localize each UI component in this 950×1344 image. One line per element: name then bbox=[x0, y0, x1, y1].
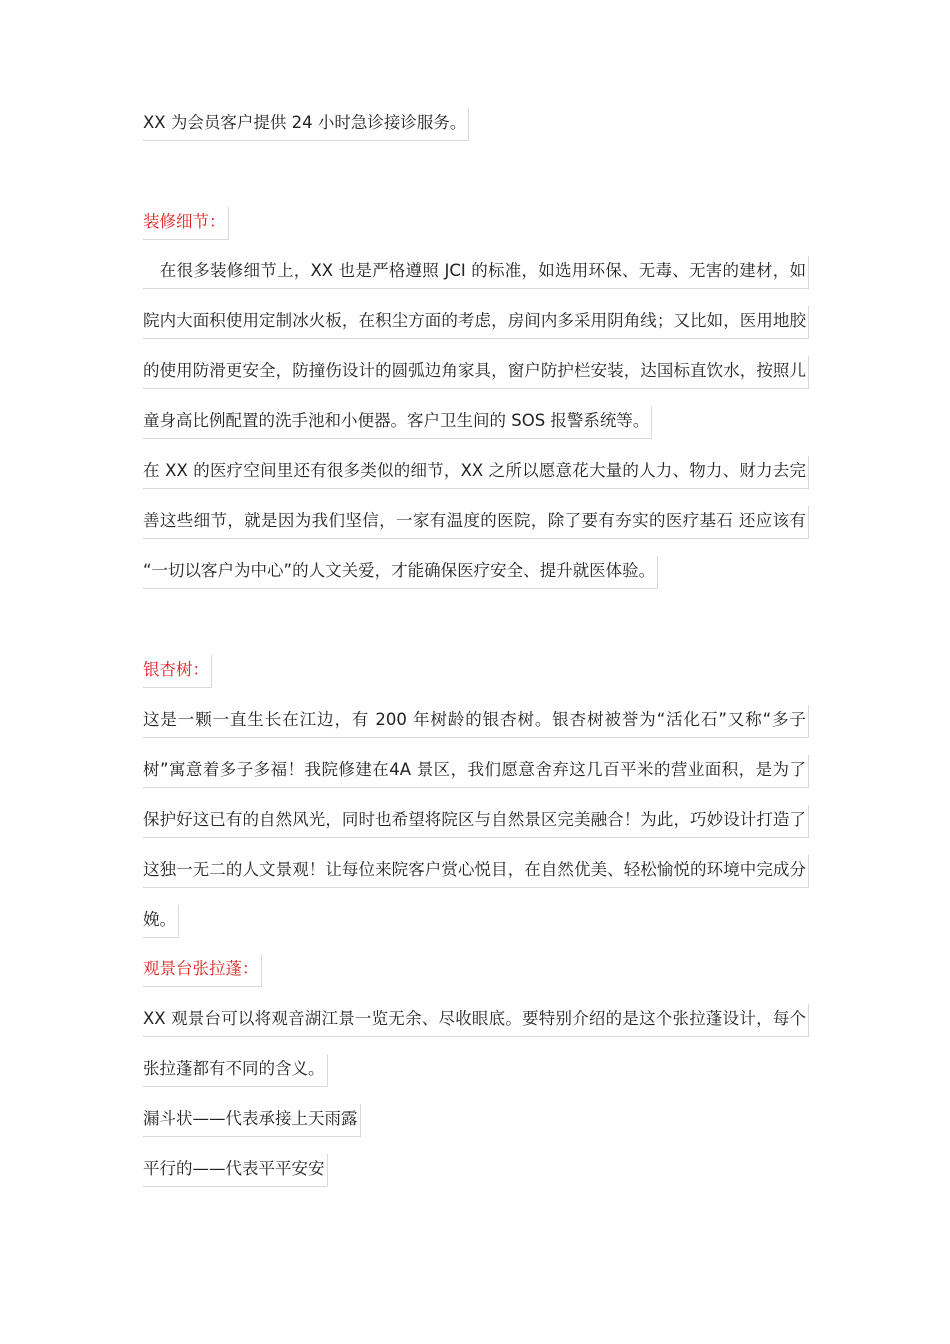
text-line: 这是一颗一直生长在江边，有 200 年树龄的银杏树。银杏树被誉为“活化石”又称“多子 bbox=[143, 705, 809, 738]
text-line: 这独一无二的人文景观！让每位来院客户赏心悦目，在自然优美、轻松愉悦的环境中完成分 bbox=[143, 855, 809, 888]
text-line: 在 XX 的医疗空间里还有很多类似的细节，XX 之所以愿意花大量的人力、物力、财力去完 bbox=[143, 456, 809, 489]
text-line: 平行的——代表平平安安 bbox=[143, 1154, 328, 1187]
text-line: 在很多装修细节上，XX 也是严格遵照 JCI 的标准，如选用环保、无毒、无害的建材，如 bbox=[143, 256, 809, 289]
section-heading-observation-deck: 观景台张拉蓬： bbox=[143, 954, 262, 987]
text-line: 院内大面积使用定制冰火板，在积尘方面的考虑，房间内多采用阴角线；又比如，医用地胶 bbox=[143, 306, 809, 339]
section-heading-decoration: 装修细节： bbox=[143, 207, 229, 240]
text-line: 张拉蓬都有不同的含义。 bbox=[143, 1054, 328, 1087]
section-heading-ginkgo: 银杏树： bbox=[143, 655, 212, 688]
text-line: 善这些细节，就是因为我们坚信，一家有温度的医院，除了要有夯实的医疗基石 还应该有 bbox=[143, 506, 809, 539]
text-line: 的使用防滑更安全，防撞伤设计的圆弧边角家具，窗户防护栏安装，达国标直饮水，按照儿 bbox=[143, 356, 809, 389]
text-line: 漏斗状——代表承接上天雨露 bbox=[143, 1104, 361, 1137]
text-line: 保护好这已有的自然风光，同时也希望将院区与自然景区完美融合！为此，巧妙设计打造了 bbox=[143, 805, 809, 838]
text-line: 娩。 bbox=[143, 905, 179, 938]
text-line: 童身高比例配置的洗手池和小便器。客户卫生间的 SOS 报警系统等。 bbox=[143, 406, 652, 439]
text-line: “一切以客户为中心”的人文关爱，才能确保医疗安全、提升就医体验。 bbox=[143, 556, 658, 589]
text-line: XX 为会员客户提供 24 小时急诊接诊服务。 bbox=[143, 108, 469, 141]
text-line: XX 观景台可以将观音湖江景一览无余、尽收眼底。要特别介绍的是这个张拉蓬设计，每个 bbox=[143, 1004, 809, 1037]
text-line: 树”寓意着多子多福！我院修建在4A 景区，我们愿意舍弃这几百平米的营业面积，是为了 bbox=[143, 755, 809, 788]
